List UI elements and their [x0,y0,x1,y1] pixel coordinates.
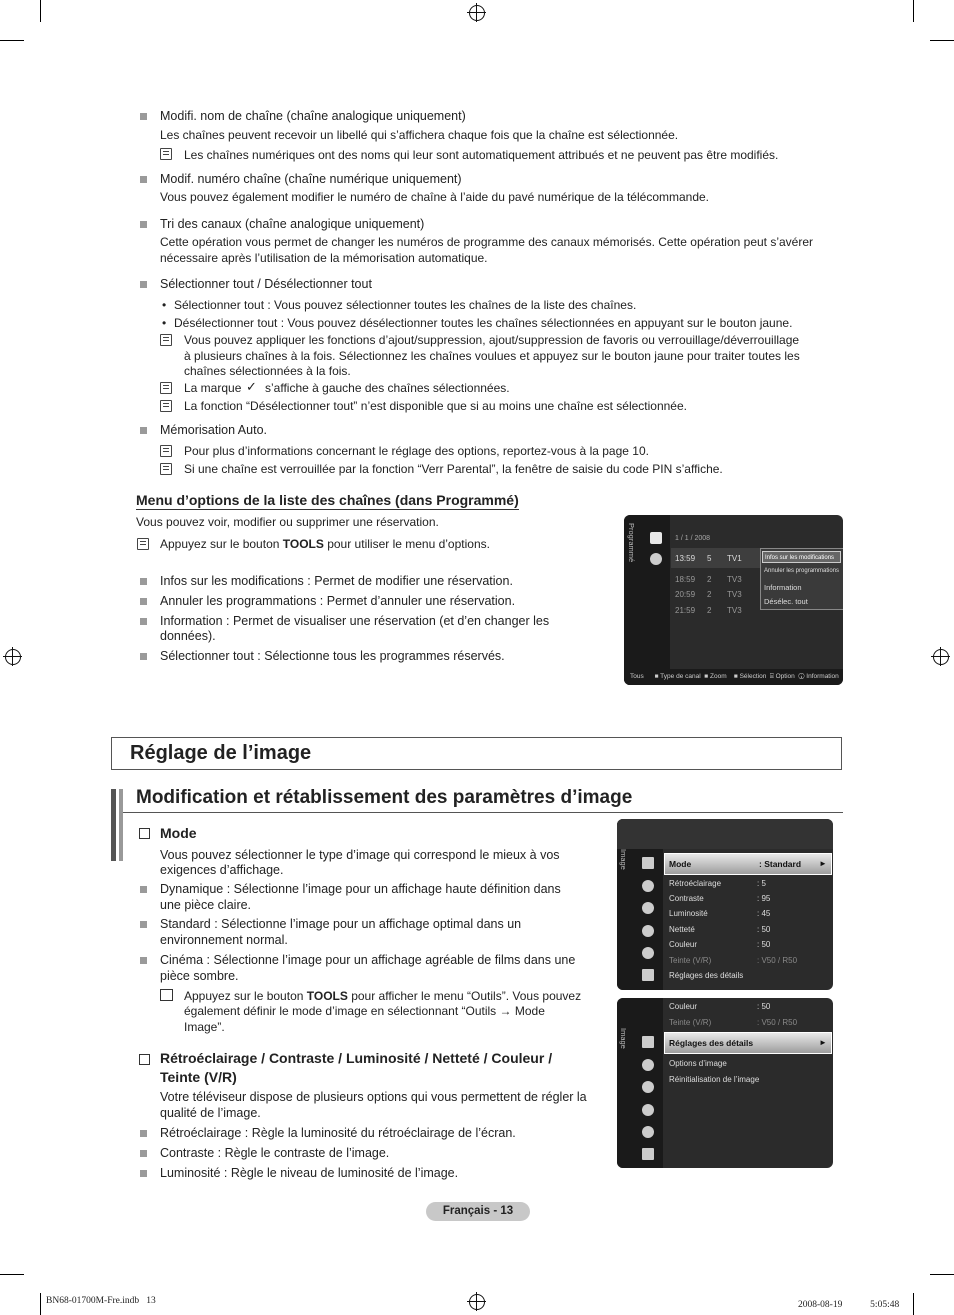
channel-icon [642,1081,654,1093]
note-text: La marque [184,381,242,395]
file-name: BN68-01700M-Fre.indb 13 [46,1296,156,1306]
input-icon [642,1126,654,1138]
osd-label[interactable]: Réglages des détails [669,971,744,980]
bullet-square-icon [140,1150,147,1157]
bullet-square-icon [140,176,147,183]
bullet-text: Désélectionner tout : Vous pouvez désélectionner toutes les chaînes sélectionnées en appuyant sur le bouton jaune. [174,316,793,330]
popup-item[interactable]: Annuler les programmations [764,568,840,574]
item-desc: Les chaînes peuvent recevoir un libellé qui s’affichera chaque fois que la chaîne est sélectionnée. [160,128,679,142]
crop-mark [913,1293,914,1315]
tools-note: également définir le mode d’image en sélectionnant “Outils → Mode [184,1004,545,1018]
osd-side-label: Image [619,1028,628,1049]
bullet-dot-icon: • [162,316,167,330]
list-item: pièce sombre. [160,969,239,983]
note-text: s’affiche à gauche des chaînes sélectionnées. [265,381,510,395]
bullet-square-icon [140,578,147,585]
page-number-badge: Français - 13 [426,1202,530,1221]
osd-sidebar [617,998,663,1168]
osd-cell: 13:59 [675,554,696,563]
note-text: Si une chaîne est verrouillée par la fonction “Verr Parental”, la fenêtre de saisie du code PIN s’affiche. [184,462,723,476]
subtitle-rule [123,812,843,813]
print-date: 2008-08-19 ㅤㅤ 5:05:48 [798,1300,900,1310]
osd-label[interactable]: Luminosité [669,909,708,918]
list-item: Cinéma : Sélectionne l’image pour un affichage agréable de films dans une [160,953,576,967]
osd-label[interactable]: Rétroéclairage [669,879,722,888]
retro-intro: Votre téléviseur dispose de plusieurs options qui vous permettent de régler la [160,1090,587,1104]
registration-mark-icon [933,649,949,665]
heart-icon [650,532,662,544]
osd-side-label: Programmé [627,523,636,563]
note-text: Vous pouvez appliquer les fonctions d’ajout/suppression, ajout/suppression de favoris ou verrouillage/déverrouillage [184,333,800,347]
item-title: Modifi. nom de chaîne (chaîne analogique uniquement) [160,109,466,123]
tools-note: Appuyez sur le bouton TOOLS pour utiliser le menu d’options. [160,537,490,551]
list-item: une pièce claire. [160,898,252,912]
osd-label[interactable]: Teinte (V/R) [669,956,712,965]
osd-cell: TV1 [727,554,742,563]
list-item: Annuler les programmations : Permet d’annuler une réservation. [160,594,516,608]
setup-gear-icon [642,925,654,937]
note-text: La fonction “Désélectionner tout” n’est disponible que si au moins une chaîne est sélectionnée. [184,399,687,413]
bullet-square-icon [140,1130,147,1137]
retro-heading: Rétroéclairage / Contraste / Luminosité / Netteté / Couleur / [160,1050,553,1066]
item-title: Mémorisation Auto. [160,423,267,437]
crop-mark [0,1274,24,1275]
note-text: Pour plus d’informations concernant le réglage des options, reportez-vous à la page 10. [184,444,649,458]
section-intro: Vous pouvez voir, modifier ou supprimer une réservation. [136,515,439,529]
osd-value: : 45 [757,909,771,918]
application-icon [642,969,654,981]
section-title-box [111,737,842,770]
osd-cell: TV3 [727,590,742,599]
osd-selected-row[interactable] [664,1032,832,1054]
osd-label[interactable]: Netteté [669,925,695,934]
note-icon [160,445,172,457]
note-icon [160,400,172,412]
osd-value: : Standard [759,859,802,869]
bullet-square-icon [140,886,147,893]
note-icon [160,148,172,160]
retro-heading: Teinte (V/R) [160,1069,237,1085]
bullet-square-icon [140,653,147,660]
arrow-right-icon: ► [819,1038,827,1047]
item-desc: Vous pouvez également modifier le numéro de chaîne à l’aide du pavé numérique de la télécommande. [160,190,710,204]
osd-value: : V50 / R50 [757,1018,798,1027]
note-text: à plusieurs chaînes à la fois. Sélectionnez les chaînes voulues et appuyez sur le bouton jaune pour traiter toutes les [184,349,800,363]
sound-icon [642,880,654,892]
osd-cell: 21:59 [675,606,696,615]
subtitle-bar [111,789,116,861]
mode-intro: Vous pouvez sélectionner le type d’image qui correspond le mieux à vos [160,848,560,862]
registration-mark-icon [469,1294,485,1310]
registration-mark-icon [469,5,485,21]
osd-cell: TV3 [727,606,742,615]
osd-cell: 18:59 [675,575,696,584]
crop-mark [0,40,24,41]
note-text: Les chaînes numériques ont des noms qui leur sont automatiquement attribués et ne peuvent pas être modifiés. [184,148,779,162]
list-item: Sélectionner tout : Sélectionne tous les programmes réservés. [160,649,505,663]
input-icon [642,947,654,959]
crop-mark [40,0,41,22]
osd-label[interactable]: Couleur [669,1002,698,1011]
list-item: Dynamique : Sélectionne l’image pour un affichage haute définition dans [160,882,561,896]
osd-value: : 50 [757,925,771,934]
mode-intro: exigences d’affichage. [160,863,284,877]
picture-icon [642,1036,654,1048]
section-title: Réglage de l’image [130,742,312,764]
osd-cell: 5 [707,554,712,563]
osd-selected-row[interactable] [664,853,832,875]
list-item: Rétroéclairage : Règle la luminosité du rétroéclairage de l’écran. [160,1126,516,1140]
osd-date: 1 / 1 / 2008 [675,535,711,542]
picture-icon [642,857,654,869]
section-heading: Menu d’options de la liste des chaînes (dans Programmé) [136,492,519,508]
osd-value: : V50 / R50 [757,956,798,965]
item-title: Sélectionner tout / Désélectionner tout [160,277,372,291]
osd-cell: 2 [707,606,712,615]
tools-note: Image”. [184,1020,225,1034]
osd-side-label: Image [619,849,628,870]
crop-mark [930,40,954,41]
mode-heading: Mode [160,825,197,841]
checkbox-square-icon [139,1054,150,1065]
note-icon [160,382,172,394]
note-icon [160,334,172,346]
osd-label: Réglages des détails [669,1038,754,1048]
sub-title: Modification et rétablissement des paramètres d’image [136,787,633,808]
item-title: Tri des canaux (chaîne analogique uniquement) [160,217,425,231]
osd-cell: TV3 [727,575,742,584]
popup-item[interactable]: Information [764,583,802,592]
osd-label[interactable]: Teinte (V/R) [669,1018,712,1027]
bullet-text: Sélectionner tout : Vous pouvez sélectionner toutes les chaînes de la liste des chaînes. [174,298,637,312]
subtitle-bar [119,789,123,861]
note-icon [137,538,149,550]
bullet-square-icon [140,598,147,605]
bullet-square-icon [140,1170,147,1177]
bullet-square-icon [140,113,147,120]
osd-value: : 50 [757,940,771,949]
list-item: données). [160,629,216,643]
list-item: Luminosité : Règle le niveau de luminosité de l’image. [160,1166,459,1180]
channel-icon [642,902,654,914]
osd-header [617,819,833,849]
osd-value: : 50 [757,1002,771,1011]
osd-label: Mode [669,859,692,869]
bullet-dot-icon: • [162,298,167,312]
osd-popup-menu [760,548,843,610]
bullet-square-icon [140,921,147,928]
list-item: Standard : Sélectionne l’image pour un affichage optimal dans un [160,917,522,931]
application-icon [642,1148,654,1160]
tools-icon [160,989,173,1001]
bullet-square-icon [140,221,147,228]
popup-item[interactable]: Désélec. tout [764,597,808,606]
osd-cell: 20:59 [675,590,696,599]
item-desc: nécessaire après l’utilisation de la mémorisation automatique. [160,251,488,265]
crop-mark [930,1274,954,1275]
osd-cell: 2 [707,575,712,584]
osd-label[interactable]: Réinitialisation de l’image [669,1075,760,1084]
note-icon [160,463,172,475]
osd-label[interactable]: Contraste [669,894,704,903]
popup-item-selected[interactable]: Infos sur les modifications [762,551,841,563]
tv-osd-detail-settings [617,998,833,1168]
item-title: Modif. numéro chaîne (chaîne numérique uniquement) [160,172,462,186]
crop-mark [913,0,914,22]
bullet-square-icon [140,618,147,625]
setup-gear-icon [642,1104,654,1116]
bullet-square-icon [140,957,147,964]
note-text: chaînes sélectionnées à la fois. [184,364,351,378]
sound-icon [642,1059,654,1071]
item-desc: Cette opération vous permet de changer les numéros de programme des canaux mémorisés. Cette opération peut s’avérer [160,235,814,249]
tv-osd-schedule [624,515,843,685]
schedule-icon [650,553,662,565]
checkmark-icon: ✓ [246,379,257,394]
tv-osd-image-mode [617,819,833,990]
crop-mark [40,1293,41,1315]
osd-cell: 2 [707,590,712,599]
checkbox-square-icon [139,828,150,839]
osd-label[interactable]: Options d’image [669,1059,727,1068]
list-item: Information : Permet de visualiser une réservation (et d’en changer les [160,614,550,628]
osd-label[interactable]: Couleur [669,940,698,949]
list-item: Infos sur les modifications : Permet de modifier une réservation. [160,574,513,588]
list-item: environnement normal. [160,933,288,947]
registration-mark-icon [5,649,21,665]
bullet-square-icon [140,281,147,288]
osd-value: : 95 [757,894,771,903]
osd-footer: Tous ■ Type de canal ■ Zoom ■ Sélection ⌸ Option ⓘ Information [624,669,843,685]
list-item: Contraste : Règle le contraste de l’image. [160,1146,390,1160]
arrow-right-icon: ► [819,859,827,868]
retro-intro: qualité de l’image. [160,1106,261,1120]
tools-note: Appuyez sur le bouton TOOLS pour afficher le menu “Outils”. Vous pouvez [184,989,582,1003]
bullet-square-icon [140,427,147,434]
osd-value: : 5 [757,879,766,888]
